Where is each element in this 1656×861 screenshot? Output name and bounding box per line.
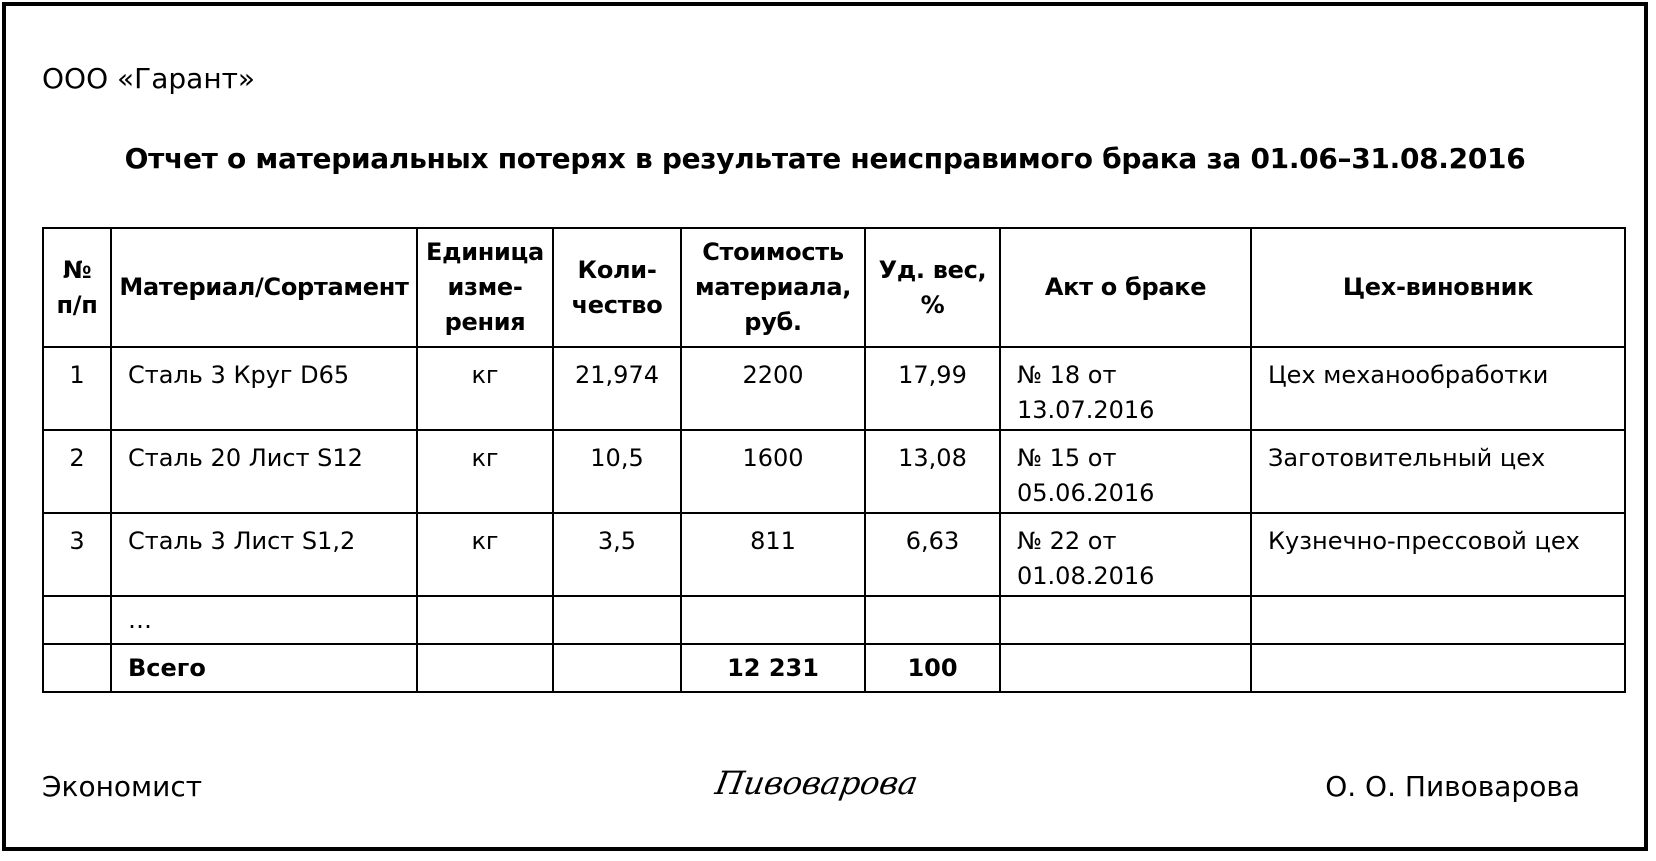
cell-empty — [1000, 596, 1251, 644]
table-row — [43, 430, 1625, 513]
cell-unit: кг — [417, 347, 553, 430]
cell-cost: 2200 — [681, 347, 865, 430]
cell-share: 13,08 — [865, 430, 1000, 513]
cell-total-label: Всего — [111, 644, 417, 692]
cell-material: Сталь 3 Лист S1,2 — [111, 513, 417, 596]
cell-act: № 15 от 05.06.2016 — [1000, 430, 1251, 513]
header-shop — [1251, 228, 1625, 347]
cell-empty — [1251, 644, 1625, 692]
cell-num: 2 — [43, 430, 111, 513]
table-row-ellipsis — [43, 596, 1625, 644]
header-material-text: Материал/Сортамент — [119, 273, 409, 301]
cell-ellipsis: … — [111, 596, 417, 644]
handwritten-signature: Пивоварова — [712, 764, 921, 802]
cell-share: 17,99 — [865, 347, 1000, 430]
cell-cost: 811 — [681, 513, 865, 596]
table-row — [43, 347, 1625, 430]
report-table — [42, 227, 1626, 693]
cell-quantity: 3,5 — [553, 513, 681, 596]
cell-unit: кг — [417, 513, 553, 596]
header-material — [111, 228, 417, 347]
header-quantity — [553, 228, 681, 347]
header-num-text: № п/п — [56, 255, 98, 319]
cell-empty — [43, 596, 111, 644]
cell-cost: 1600 — [681, 430, 865, 513]
document-page — [2, 2, 1648, 851]
header-share-text: Уд. вес, % — [878, 255, 987, 319]
cell-empty — [553, 596, 681, 644]
cell-empty — [417, 644, 553, 692]
cell-empty — [417, 596, 553, 644]
cell-act: № 22 от 01.08.2016 — [1000, 513, 1251, 596]
signer-name: О. О. Пивоварова — [1325, 770, 1580, 803]
cell-act: № 18 от 13.07.2016 — [1000, 347, 1251, 430]
cell-shop: Кузнечно-прессовой цех — [1251, 513, 1625, 596]
header-share — [865, 228, 1000, 347]
table-row-total — [43, 644, 1625, 692]
table-header-row — [43, 228, 1625, 347]
cell-num: 1 — [43, 347, 111, 430]
cell-material: Сталь 3 Круг D65 — [111, 347, 417, 430]
cell-empty — [43, 644, 111, 692]
cell-empty — [553, 644, 681, 692]
header-num — [43, 228, 111, 347]
organization-name: ООО «Гарант» — [42, 62, 256, 95]
header-act-text: Акт о браке — [1044, 273, 1207, 301]
cell-total-share: 100 — [865, 644, 1000, 692]
cell-unit: кг — [417, 430, 553, 513]
cell-num: 3 — [43, 513, 111, 596]
report-title: Отчет о материальных потерях в результате неисправимого брака за 01.06–31.08.2016 — [124, 142, 1526, 175]
cell-share: 6,63 — [865, 513, 1000, 596]
header-shop-text: Цех-виновник — [1342, 273, 1534, 301]
cell-empty — [681, 596, 865, 644]
header-cost — [681, 228, 865, 347]
header-unit — [417, 228, 553, 347]
header-act — [1000, 228, 1251, 347]
header-unit-text: Единица изме- рения — [426, 238, 544, 336]
cell-empty — [865, 596, 1000, 644]
cell-empty — [1000, 644, 1251, 692]
signer-position: Экономист — [42, 770, 203, 803]
cell-material: Сталь 20 Лист S12 — [111, 430, 417, 513]
table-row — [43, 513, 1625, 596]
cell-total-cost: 12 231 — [681, 644, 865, 692]
header-cost-text: Стоимость материала, руб. — [694, 238, 852, 336]
cell-quantity: 21,974 — [553, 347, 681, 430]
cell-shop: Заготовительный цех — [1251, 430, 1625, 513]
cell-empty — [1251, 596, 1625, 644]
header-quantity-text: Коли- чество — [571, 255, 663, 319]
cell-quantity: 10,5 — [553, 430, 681, 513]
cell-shop: Цех механообработки — [1251, 347, 1625, 430]
